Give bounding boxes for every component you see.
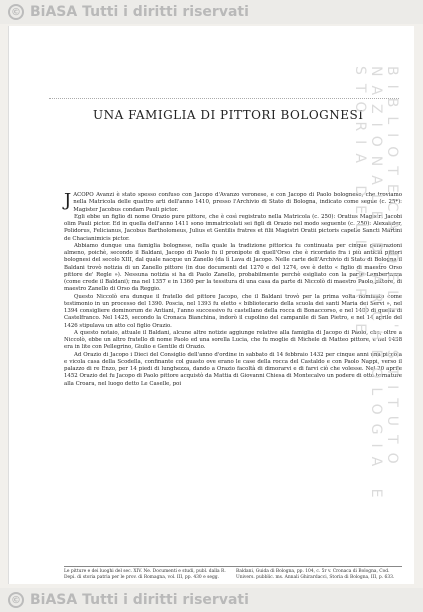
- paragraph-1: JACOPO Avanzi è stato spesso confuso con Jacopo d'Avanzo veronese, e con Jacopo di Paolo bolognese, che troviamo nella Matricola delle quattro arti dell'anno 1410, presso l'Archivio di Stato di Bologna, indicato come segue (c. 25*): Magister Jacobus condam Pauli pictor.: [64, 190, 402, 213]
- paragraph-3: Abbiamo dunque una famiglia bolognese, nella quale la tradizione pittorica fu continuata per cinque generazioni almeno, poichè, secondo il Baldani, Jacopo di Paolo fu il pronipote di quell'Orso che è ricordato fra i più antichi pittori bolognesi del secolo XIII, dal quale nacque un Zanello (da lì Lava di Jacopo. Nelle carte dell'Archivio di Stato di Bologna il Baldani trovò notizia di un Zanello pittore (in due documenti del 1270 e del 1274, ove è detto « figlio di maestro Orso pittore de' Regle »). Nessuna notizia si ha di Paolo Zanello, probabilmente perchè esigliato con la parte Lambertazza (come crede il Baldani); ma nel 1357 e in 1360 per la tessitura di una casa da parte di Niccolò di maestro Paolo pittore, di maestro Zanello di Orso da Reggio.: [64, 242, 402, 293]
- footnotes: [64, 566, 402, 581]
- library-watermark: BIBLIOTECA DELL'ISTITUTO NAZIONALE D'ARCHEOLOGIA E STORIA DELL'ARTE: [352, 66, 400, 507]
- paragraph-2: Egli ebbe un figlio di nome Orazio pure pittore, che è così registrato nella Matricola (c. 250): Oratius Magistri Jacobi olim Pauli pictor. Ed in quella dell'anno 1411 sono immatricolati sei figli di Orazio nel modo seguente (c. 250): Alexander, Polidorus, Felicianus, Jacobus Bartholomeus, Julius et Gentilis fratres et filii Magistri Oratii pictoris capelle Sancti Martini de Chacianimicis pictor.: [64, 213, 402, 242]
- paragraph-6: Ad Orazio di Jacopo i Dieci del Consiglio dell'anno d'ordine in sabbato di 14 febbraio 1432 per cinque anni una piccola e vicola casa della Scodella, confinante col guasto ove erano le case della rocca del Castaldo e con Paolo Nappi, verso il palazzo di re Enzo, per 14 piedi di lunghezza, dando a Orazio facoltà di dimorarvi e di farvi ciò che volesse. Nel 20 aprile 1452 Orazio del fu Jacopo di Paolo pittore acquistò da Mattia di Giovanni Chiesa di Montecalvo un podere di otto tornature alla Croara, nel luogo detto Le Caselle, poi: [64, 351, 402, 387]
- copyright-text: BiASA Tutti i diritti riservati: [30, 4, 249, 20]
- document-page: [8, 26, 414, 584]
- header-rule: [49, 98, 399, 99]
- copyright-icon: ©: [8, 4, 24, 20]
- article-title: UNA FAMIGLIA DI PITTORI BOLOGNESI: [93, 108, 364, 122]
- paragraph-5: A questo notaio, attuale il Baldani, alcune altre notizie aggiunge relative alla famiglia di Jacopo di Paolo, che, oltre a Niccolò, ebbe un altro fratello di nome Paolo ed una sorella Lucia, che fu moglie di Michele di Matteo pittore, e nel 1438 era in lite con Pellegrino, Giulio e Gentile di Orazio.: [64, 329, 402, 351]
- drop-cap: J: [64, 190, 72, 211]
- copyright-banner-top: [0, 0, 423, 24]
- copyright-icon: ©: [8, 592, 24, 608]
- paragraph-4: Questo Niccolò era dunque il fratello del pittore Jacopo, che il Baldani trovò per la prima volta nominato come testimonio in un processo del 1390. Poscia, nel 1393 fu eletto « bibliotecario della scuola dei santi Maria dei Servi », nel 1394 consigliere dominorum de Antiani, l'anno successivo fu castellano della rocca di Bonaccorso, e nel 1400 di quella di Castelfranco. Nel 1425, secondo la Cronaca Bianchina, indorò il cupolino del campanile di San Pietro, e nel 14 aprile del 1426 stipulava un atto col figlio Orazio.: [64, 293, 402, 329]
- footnote-right: Baldani, Guida di Bologna, pp. 104, c. 5r v. Cronaca di Bologna, Cod. Univers. pubblic. ms. Annali Ghirardacci, Storia di Bologna, III, p. 633.: [236, 569, 395, 580]
- copyright-banner-bottom: [0, 588, 423, 612]
- footnote-left: Le pitture e dei luoghi del sec. XIV. Ne. Documenti e studi, publ. dalla R. Depi. di storia patria per le prov. di Romagna, vol. III, pp. 430 e segg.: [64, 569, 226, 580]
- copyright-text: BiASA Tutti i diritti riservati: [30, 592, 249, 608]
